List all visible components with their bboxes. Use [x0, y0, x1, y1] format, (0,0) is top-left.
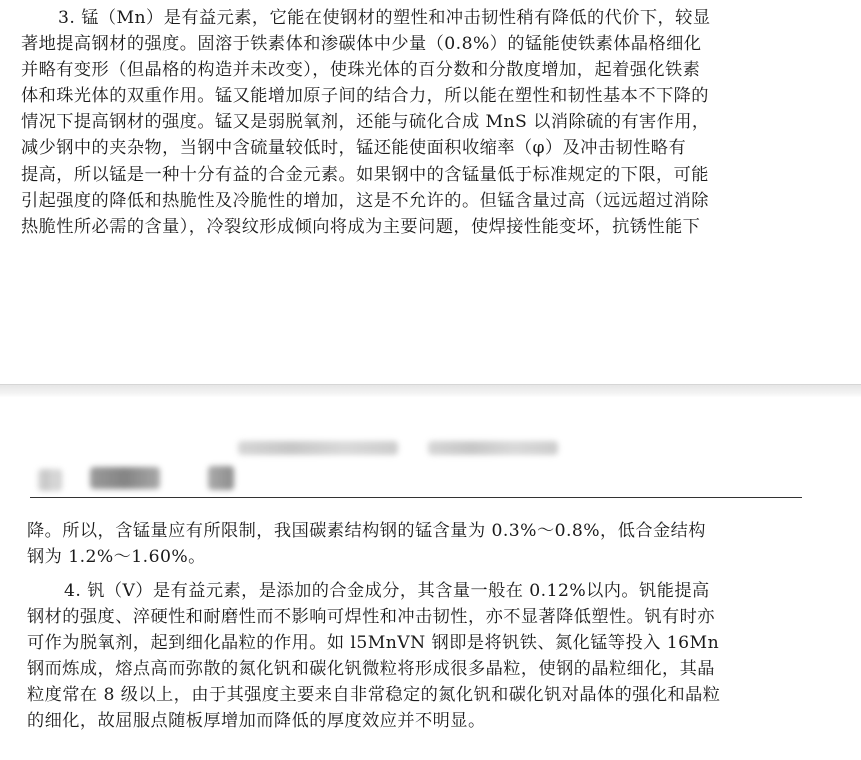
paragraph-vanadium [27, 578, 803, 735]
text-line: 著地提高钢材的强度。固溶于铁素体和渗碳体中少量（0.8%）的锰能使铁素体晶格细化 [21, 34, 702, 55]
header-rule [30, 497, 802, 498]
text-line: 降。所以，含锰量应有所限制，我国碳素结构钢的锰含量为 0.3%～0.8%，低合金结构 [27, 521, 706, 541]
text-line: 的细化，故屈服点随板厚增加而降低的厚度效应并不明显。 [27, 711, 486, 732]
text-line: 并略有变形（但晶格的构造并未改变），使珠光体的百分数和分散度增加，起着强化铁素 [21, 60, 701, 81]
text-line: 钢而炼成，熔点高而弥散的氮化钒和碳化钒微粒将形成很多晶粒，使钢的晶粒细化，其晶 [27, 659, 715, 680]
page-separator [0, 384, 861, 398]
redacted-header-title-2 [428, 441, 558, 455]
text-line: 粒度常在 8 级以上，由于其强度主要来自非常稳定的氮化钒和碳化钒对晶体的强化和晶粒 [27, 685, 721, 706]
redacted-header-label-3 [208, 466, 234, 490]
text-line: 提高，所以锰是一种十分有益的合金元素。如果钢中的含锰量低于标准规定的下限，可能 [21, 164, 709, 185]
text-line: 引起强度的降低和热脆性及冷脆性的增加，这是不允许的。但锰含量过高（远远超过消除 [21, 190, 709, 211]
text-line: 可作为脱氧剂，起到细化晶粒的作用。如 l5MnVN 钢即是将钒铁、氮化锰等投入 16Mn [27, 633, 720, 654]
text-line: 减少钢中的夹杂物，当钢中含硫量较低时，锰还能使面积收缩率（φ）及冲击韧性略有 [21, 138, 687, 159]
text-line: 3. 锰（Mn）是有益元素，它能在使钢材的塑性和冲击韧性稍有降低的代价下，较显 [58, 8, 711, 28]
text-line: 情况下提高钢材的强度。锰又是弱脱氧剂，还能与硫化合成 MnS 以消除硫的有害作用， [21, 112, 710, 133]
redacted-header-title [238, 441, 398, 455]
paragraph-manganese [21, 5, 797, 240]
paragraph-manganese-continued [27, 518, 803, 570]
text-line: 热脆性所必需的含量），冷裂纹形成倾向将成为主要问题，使焊接性能变坏，抗锈性能下 [21, 216, 701, 237]
text-line: 4. 钒（V）是有益元素，是添加的合金成分，其含量一般在 0.12%以内。钒能提高 [64, 581, 710, 601]
text-line: 钢为 1.2%～1.60%。 [27, 547, 206, 568]
text-line: 钢材的强度、淬硬性和耐磨性而不影响可焊性和冲击韧性，亦不显著降低塑性。钒有时亦 [27, 607, 715, 628]
redacted-header-label-2 [90, 467, 160, 489]
text-line: 体和珠光体的双重作用。锰又能增加原子间的结合力，所以能在塑性和韧性基本不下降的 [21, 86, 709, 107]
redacted-header-label [38, 469, 62, 491]
